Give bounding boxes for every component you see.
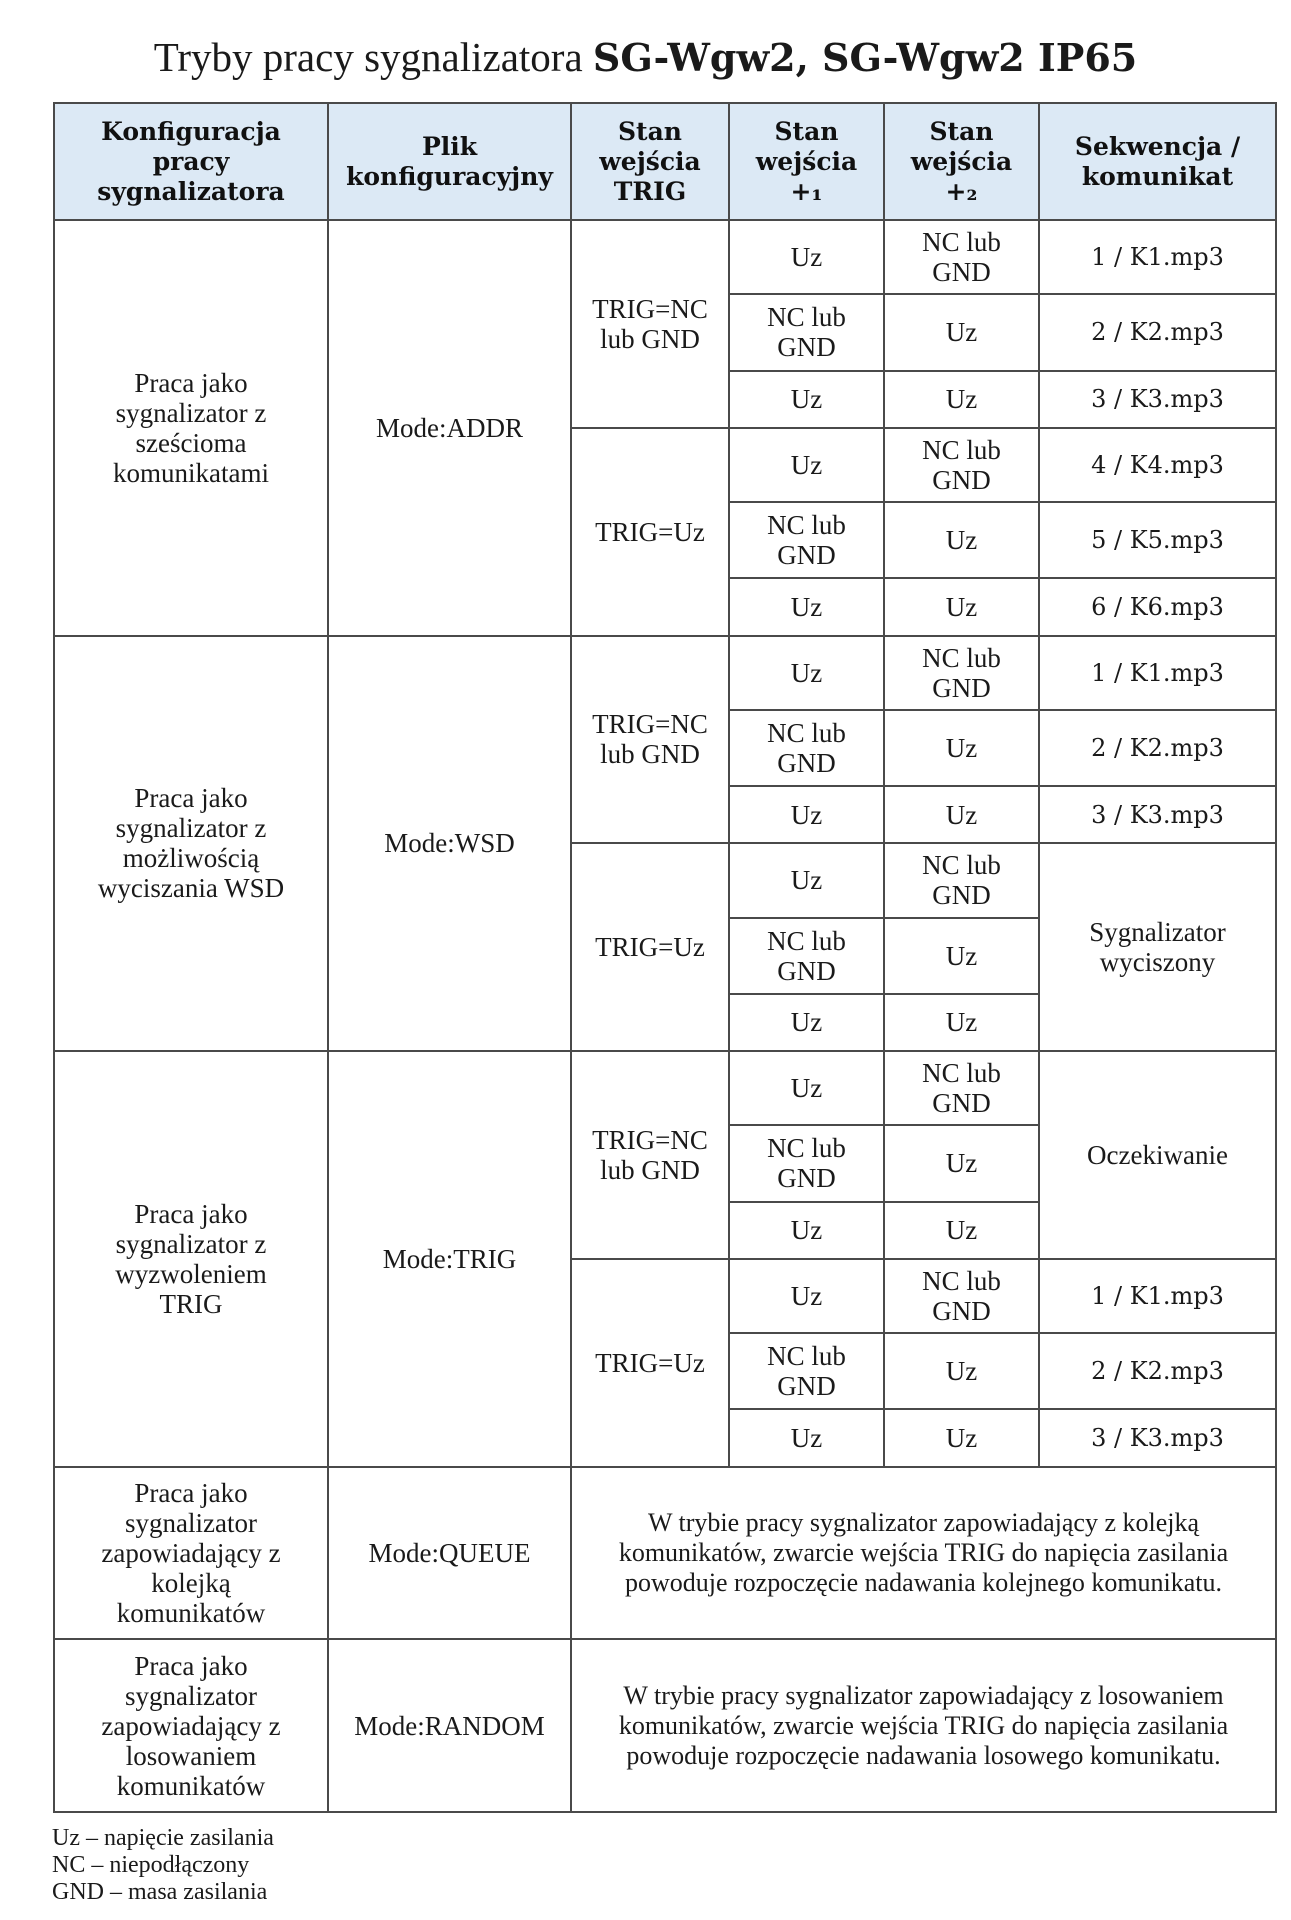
header-sequence: Sekwencja / komunikat [1039, 103, 1276, 220]
input-1-cell: NC lub GND [729, 1333, 884, 1409]
table-row [54, 220, 1276, 294]
input-1-cell: Uz [729, 428, 884, 502]
input-1-cell: Uz [729, 994, 884, 1051]
sequence-cell: 3 / K3.mp3 [1039, 786, 1276, 843]
input-2-cell: Uz [884, 1333, 1039, 1409]
input-1-cell: NC lub GND [729, 710, 884, 786]
header-input-2: Stan wejścia +₂ [884, 103, 1039, 220]
sequence-cell: Oczekiwanie [1039, 1051, 1276, 1259]
input-2-cell: Uz [884, 502, 1039, 578]
input-1-cell: Uz [729, 1409, 884, 1466]
input-2-cell: NC lub GND [884, 220, 1039, 294]
sequence-cell: 2 / K2.mp3 [1039, 294, 1276, 370]
table-row [54, 1639, 1276, 1812]
header-trig: Stan wejścia TRIG [571, 103, 729, 220]
input-2-cell: Uz [884, 294, 1039, 370]
sequence-cell: 2 / K2.mp3 [1039, 1333, 1276, 1409]
input-1-cell: Uz [729, 578, 884, 635]
sequence-cell: 2 / K2.mp3 [1039, 710, 1276, 786]
trig-state-cell: TRIG=NC lub GND [571, 220, 729, 428]
title-model: SG-Wgw2, SG-Wgw2 IP65 [592, 35, 1138, 80]
modes-table [53, 102, 1277, 1813]
document-title [0, 30, 1291, 85]
sequence-cell: 3 / K3.mp3 [1039, 1409, 1276, 1466]
input-1-cell: Uz [729, 1202, 884, 1259]
trig-state-cell: TRIG=Uz [571, 1259, 729, 1467]
mode-file-cell: Mode:RANDOM [328, 1639, 571, 1812]
sequence-cell: 3 / K3.mp3 [1039, 371, 1276, 428]
mode-config-cell: Praca jako sygnalizator z wyzwoleniem TRIG [54, 1051, 328, 1467]
input-1-cell: Uz [729, 220, 884, 294]
mode-description-cell: W trybie pracy sygnalizator zapowiadający z losowaniem komunikatów, zwarcie wejścia TRIG do napięcia zasilania powoduje rozpoczęcie nadawania losowego komunikatu. [571, 1639, 1276, 1812]
input-2-cell: NC lub GND [884, 843, 1039, 917]
sequence-cell: 1 / K1.mp3 [1039, 636, 1276, 710]
mode-file-cell: Mode:ADDR [328, 220, 571, 636]
input-2-cell: NC lub GND [884, 1259, 1039, 1333]
sequence-cell: 5 / K5.mp3 [1039, 502, 1276, 578]
input-2-cell: NC lub GND [884, 636, 1039, 710]
header-input-1: Stan wejścia +₁ [729, 103, 884, 220]
mode-file-cell: Mode:WSD [328, 636, 571, 1052]
header-file: Plik konfiguracyjny [328, 103, 571, 220]
input-1-cell: NC lub GND [729, 918, 884, 994]
legend [52, 1825, 274, 1906]
input-1-cell: NC lub GND [729, 294, 884, 370]
table-row [54, 1467, 1276, 1640]
trig-state-cell: TRIG=NC lub GND [571, 636, 729, 844]
input-2-cell: Uz [884, 918, 1039, 994]
input-1-cell: Uz [729, 1259, 884, 1333]
sequence-cell: Sygnalizator wyciszony [1039, 843, 1276, 1051]
input-1-cell: Uz [729, 786, 884, 843]
input-2-cell: Uz [884, 710, 1039, 786]
input-1-cell: Uz [729, 636, 884, 710]
input-1-cell: NC lub GND [729, 502, 884, 578]
input-1-cell: Uz [729, 843, 884, 917]
mode-file-cell: Mode:TRIG [328, 1051, 571, 1467]
header-config: Konfiguracja pracy sygnalizatora [54, 103, 328, 220]
input-2-cell: Uz [884, 578, 1039, 635]
input-2-cell: NC lub GND [884, 428, 1039, 502]
modes-table-body [54, 220, 1276, 1812]
table-row [54, 636, 1276, 710]
input-2-cell: Uz [884, 1125, 1039, 1201]
mode-config-cell: Praca jako sygnalizator zapowiadający z losowaniem komunikatów [54, 1639, 328, 1812]
input-2-cell: Uz [884, 994, 1039, 1051]
mode-file-cell: Mode:QUEUE [328, 1467, 571, 1640]
legend-item: Uz – napięcie zasilania [52, 1825, 274, 1851]
legend-item: GND – masa zasilania [52, 1879, 268, 1905]
sequence-cell: 1 / K1.mp3 [1039, 1259, 1276, 1333]
sequence-cell: 1 / K1.mp3 [1039, 220, 1276, 294]
table-row [54, 1051, 1276, 1125]
sequence-cell: 4 / K4.mp3 [1039, 428, 1276, 502]
title-prefix: Tryby pracy sygnalizatora [153, 34, 583, 80]
input-2-cell: NC lub GND [884, 1051, 1039, 1125]
input-1-cell: Uz [729, 1051, 884, 1125]
trig-state-cell: TRIG=Uz [571, 428, 729, 636]
input-2-cell: Uz [884, 1409, 1039, 1466]
mode-config-cell: Praca jako sygnalizator zapowiadający z kolejką komunikatów [54, 1467, 328, 1640]
mode-config-cell: Praca jako sygnalizator z sześcioma komunikatami [54, 220, 328, 636]
trig-state-cell: TRIG=NC lub GND [571, 1051, 729, 1259]
sequence-cell: 6 / K6.mp3 [1039, 578, 1276, 635]
input-1-cell: NC lub GND [729, 1125, 884, 1201]
input-2-cell: Uz [884, 786, 1039, 843]
input-1-cell: Uz [729, 371, 884, 428]
mode-description-cell: W trybie pracy sygnalizator zapowiadający z kolejką komunikatów, zwarcie wejścia TRIG do napięcia zasilania powoduje rozpoczęcie nadawania kolejnego komunikatu. [571, 1467, 1276, 1640]
mode-config-cell: Praca jako sygnalizator z możliwością wyciszania WSD [54, 636, 328, 1052]
legend-item: NC – niepodłączony [52, 1852, 250, 1878]
input-2-cell: Uz [884, 371, 1039, 428]
trig-state-cell: TRIG=Uz [571, 843, 729, 1051]
input-2-cell: Uz [884, 1202, 1039, 1259]
